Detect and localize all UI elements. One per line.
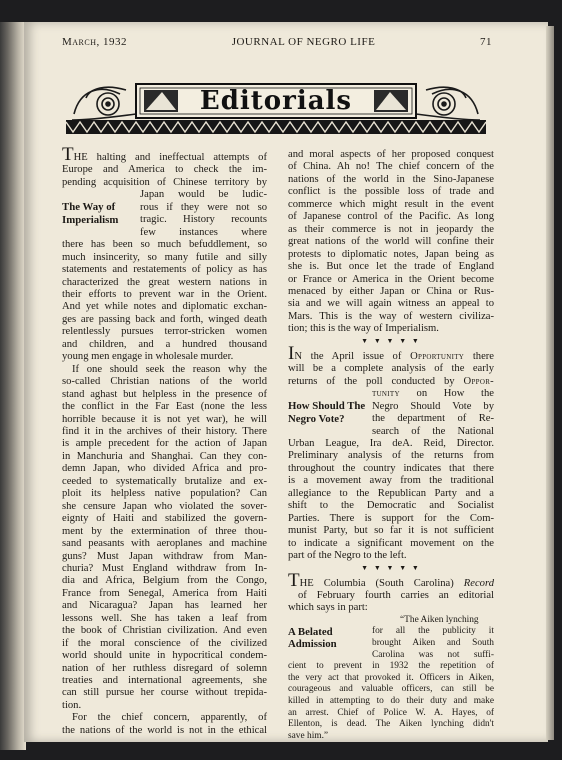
text-line: Japan would be ludic-: [140, 189, 267, 201]
drop-cap: I: [288, 342, 295, 364]
text-line: characterized the great western nations in: [62, 276, 267, 288]
text-line: throughout the country indicates that there: [288, 462, 494, 474]
text-line: ges are passing back and forth, winged death: [62, 313, 267, 325]
issue-date: March, 1932: [62, 36, 128, 48]
text-line: churia? Must England withdraw from In-: [62, 562, 267, 574]
side-heading-wrap: [288, 388, 494, 438]
text-line: stand aghast but helpless in the presence of: [62, 388, 267, 400]
text-line: relentlessly pursues terror-stricken women: [62, 326, 267, 338]
text-line: treaties and international agreements, she: [62, 675, 267, 687]
text-line: tion.: [62, 699, 82, 711]
text-line: Europe and America to check the im-: [62, 164, 267, 176]
text-line: is ample precedent for the action of Japan: [62, 438, 267, 450]
section-divider-ornament: ▼ ▼ ▼ ▼ ▼: [361, 563, 421, 572]
text-line: save him.”: [288, 730, 329, 741]
banner-title: Editorials: [199, 86, 353, 116]
text-line: pending acquisition of Chinese territory by: [62, 176, 267, 188]
text-line: for all the publicity it: [372, 626, 494, 637]
text-line: If one should seek the reason why the: [72, 363, 267, 375]
text-line: part of the Negro to the left.: [288, 550, 407, 562]
text-line: conflict is the possible loss of trade and: [288, 186, 494, 198]
wrapped-text: [140, 189, 267, 239]
text-line: as their commerce is not in jeopardy the: [288, 223, 494, 235]
text-line: brought Aiken and South: [372, 638, 494, 649]
text-line: so-called Christian nations of the world: [62, 376, 267, 388]
imperialism-continued: [288, 149, 494, 336]
side-heading: A Belated Admission: [288, 625, 337, 651]
text-line: rous if they were not so: [140, 201, 267, 213]
text-line: dia and Africa, Belgium from the Congo,: [62, 575, 267, 587]
text-line: of February fourth carries an editorial: [298, 589, 494, 601]
text-line: or France or America in the Orient become: [288, 273, 494, 285]
side-heading: The Way of Imperialism: [62, 201, 119, 226]
text-line: world should unite in hypocritical condem-: [62, 650, 267, 662]
text-line: ploit its helpless native population? Can: [62, 488, 267, 500]
page-edge: [546, 26, 554, 740]
text-line: sand peasants with aeroplanes and machine: [62, 538, 267, 550]
text-line: nation of her ruthless disregard of solemn: [62, 662, 267, 674]
text-line: returns of the poll conducted by Oppor-: [288, 375, 494, 387]
text-line: if the moral conscience of the civilized: [62, 637, 267, 649]
text-line: in Manchuria and Shanghai. Can they con-: [62, 450, 267, 462]
text-line: Parties. There is support for the Com-: [288, 512, 494, 524]
text-line: ment by the extermination of three thou-: [62, 525, 267, 537]
text-line: will be a complete analysis of the early: [288, 363, 494, 375]
text-line: ceeded to systematically brutalize and ex-: [62, 475, 267, 487]
text-line: eignty of Haiti and stabilized the govern-: [62, 513, 267, 525]
text-line: guns? Must Japan withdraw from Man-: [62, 550, 267, 562]
wrapped-text: [372, 388, 494, 438]
text-line: shift to the Democratic and Socialist: [288, 500, 494, 512]
drop-cap: T: [62, 144, 74, 165]
editorials-banner: [66, 80, 486, 136]
text-line: Urban League, Ira deA. Reid, Director.: [288, 437, 494, 449]
text-line: the very act that provoked it. Officers in Aiken,: [288, 672, 494, 683]
text-line: cient to prevent in 1932 the repetition of: [288, 661, 494, 672]
side-heading: How Should The Negro Vote?: [288, 400, 366, 425]
text-line: find it in the archives of their history. There: [62, 425, 267, 437]
text-line: And yet while notes and diplomatic exchan-: [62, 301, 267, 313]
wrapped-quote: [372, 615, 494, 661]
left-column: [62, 144, 267, 737]
text-line: an arrest. Chief of Police W. A. Hayes, of: [288, 707, 494, 718]
text-line: lessons well. She has taken a leaf from: [62, 612, 267, 624]
book-binding: [0, 22, 26, 750]
quoted-passage: [288, 661, 494, 742]
right-scroll-ornament: [416, 87, 480, 120]
text-line: which says in part:: [288, 602, 368, 614]
belated-admission-editorial: [288, 569, 494, 743]
text-line: protests to diplomatic notes, Japan being as: [288, 248, 494, 260]
text-line: sia and we will again witness an appeal to: [288, 298, 494, 310]
text-line: horrible because it is not yet war), he will: [62, 413, 267, 425]
text-line: nations of the world in the Sino-Japanese: [288, 173, 494, 185]
text-line: tion; this is the way of Imperialism.: [288, 323, 439, 335]
text-line: THE Columbia (South Carolina) Record: [288, 569, 494, 591]
text-line: she is. But once let the trade of England: [288, 261, 494, 273]
drop-cap: T: [288, 569, 300, 591]
text-line: great nations of the world will confine their: [288, 236, 494, 248]
text-line: “The Aiken lynching: [400, 614, 479, 625]
text-line: young men engage in wholesale murder.: [62, 351, 234, 363]
text-line: menaced by either Japan or China or Rus-: [288, 285, 494, 297]
text-line: there has been so much befuddlement, so: [62, 239, 267, 251]
text-line: of China. Ah no! The chief concern of the: [288, 161, 494, 173]
section-divider-ornament: ▼ ▼ ▼ ▼ ▼: [361, 336, 421, 345]
text-line: tragic. History recounts: [140, 214, 267, 226]
text-line: and children, and a hundred thousand: [62, 338, 267, 350]
text-line: she censure Japan who violated the sover-: [62, 500, 267, 512]
negro-vote-editorial: [288, 342, 494, 563]
text-line: the book of Christian civilization. And even: [62, 625, 267, 637]
text-line: much insincerity, so many futile and silly: [62, 251, 267, 263]
text-line: and Nicaragua? Japan has learned her: [62, 600, 267, 612]
text-line: commerce which might result in the event: [288, 198, 494, 210]
text-line: few instances where: [140, 226, 267, 238]
text-line: courageous and valuable officers, can still be: [288, 684, 494, 695]
text-line: demn Japan, who divided Africa and pro-: [62, 463, 267, 475]
text-line: is a movement away from the traditional: [288, 475, 494, 487]
text-line: the department of Re-: [372, 413, 494, 425]
paragraph: [62, 364, 267, 713]
paragraph: [62, 712, 267, 737]
text-line: France from Senegal, America from Haiti: [62, 587, 267, 599]
text-line: IN the April issue of Opportunity there: [288, 342, 494, 364]
text-line: can still pursue her course without trepida-: [62, 687, 267, 699]
text-line: to indicate a significant movement on the: [288, 537, 494, 549]
text-line: For the chief concern, apparently, of: [72, 712, 267, 724]
text-line: Negro Should Vote by: [372, 400, 494, 412]
text-line: the conflict in the Far East (none the less: [62, 401, 267, 413]
text-line: Ellenton, is dead. The Aiken lynching didn't: [288, 719, 494, 730]
running-header: [62, 36, 492, 48]
text-line: their efforts to prevent war in the Orient.: [62, 288, 267, 300]
text-line: Preliminary analysis of the returns from: [288, 450, 494, 462]
imperialism-editorial: [62, 144, 267, 737]
text-line: the nations of the world is not in the ethical: [62, 724, 267, 736]
text-line: Mars. This is the way of western civiliza-: [288, 310, 494, 322]
text-line: Carolina was not suffi-: [372, 649, 494, 660]
text-line: tunity on How the: [372, 388, 494, 400]
text-line: munist Party, but so far it is not sufficient: [288, 525, 494, 537]
text-line: allegiance to the Republican Party and a: [288, 487, 494, 499]
page-number: 71: [479, 36, 492, 48]
side-heading-wrap: [62, 189, 267, 239]
text-line: and moral aspects of her proposed conquest: [288, 149, 494, 160]
text-line: of Japanese control of the Pacific. As long: [288, 211, 494, 223]
side-heading-wrap: [288, 615, 494, 661]
text-line: killed in attempting to do their duty and make: [288, 696, 494, 707]
right-column: [288, 149, 494, 742]
text-line: statements and restatements of policy as has: [62, 264, 267, 276]
paragraph: [62, 239, 267, 364]
text-line: THE halting and ineffectual attempts of: [62, 144, 267, 165]
left-scroll-ornament: [72, 87, 136, 120]
journal-title: JOURNAL OF NEGRO LIFE: [231, 36, 376, 48]
text-line: search of the National: [372, 425, 494, 437]
